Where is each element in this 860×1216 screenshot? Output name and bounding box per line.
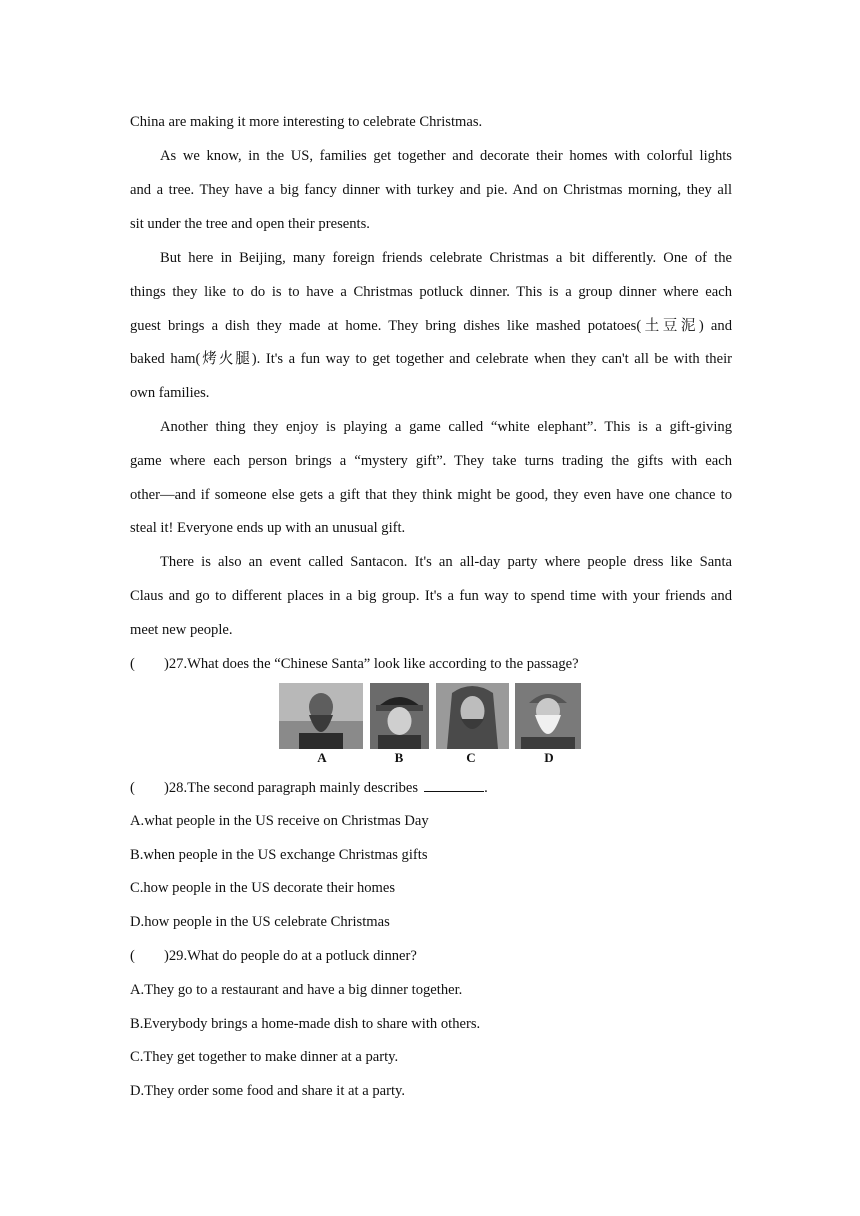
question-28 [130,777,732,798]
option-label-c: C [466,750,476,765]
q28-option-c: C.how people in the US decorate their homes [130,880,396,896]
q28-option-a: A.what people in the US receive on Christmas Day [130,813,429,829]
paragraph-3-line-4: steal it! Everyone ends up with an unusual gift. [130,520,406,536]
question-29 [130,946,732,966]
paragraph-2-line-5: own families. [130,385,210,401]
q28-option-b: B.when people in the US exchange Christmas gifts [130,847,428,863]
question-29-text: )29.What do people do at a potluck dinner? [164,948,417,964]
santa-photo-c [436,683,509,749]
passage-line: China are making it more interesting to celebrate Christmas. [130,114,483,130]
paragraph-1-line-1: As we know, in the US, families get together and decorate their homes with colorful lights [160,148,732,164]
option-label-a: A [317,750,327,765]
paragraph-2-line-4: baked ham(烤火腿). It's a fun way to get together and celebrate when they can't all be with their [130,351,732,367]
fill-in-blank [424,777,484,792]
question-27 [130,654,732,674]
question-27-text: )27.What does the “Chinese Santa” look like according to the passage? [164,656,579,672]
option-label-b: B [394,750,404,765]
option-label-d: D [544,750,554,765]
q28-option-d: D.how people in the US celebrate Christmas [130,914,390,930]
q29-option-c: C.They get together to make dinner at a party. [130,1049,399,1065]
paragraph-1-line-3: sit under the tree and open their presents. [130,216,370,232]
answer-blank-open: ( [130,948,135,964]
answer-blank-open: ( [130,656,135,672]
paragraph-3-line-1: Another thing they enjoy is playing a game called “white elephant”. This is a gift-giving [160,419,732,435]
paragraph-1-line-2: and a tree. They have a big fancy dinner with turkey and pie. And on Christmas morning, they all [130,182,732,198]
paragraph-4-line-1: There is also an event called Santacon. It's an all-day party where people dress like Santa [160,554,732,570]
paragraph-3-line-2: game where each person brings a “mystery gift”. They take turns trading the gifts with each [130,453,732,469]
paragraph-3-line-3: other—and if someone else gets a gift that they think might be good, they even have one chance to [130,487,732,503]
paragraph-2-line-3: guest brings a dish they made at home. They bring dishes like mashed potatoes(土豆泥) and [130,318,732,334]
q29-option-a: A.They go to a restaurant and have a big dinner together. [130,982,463,998]
santa-photo-a [279,683,363,749]
santa-photo-d [515,683,581,749]
question-28-text: )28.The second paragraph mainly describes [164,780,419,796]
q29-option-b: B.Everybody brings a home-made dish to share with others. [130,1016,481,1032]
paragraph-2-line-2: things they like to do is to have a Christmas potluck dinner. This is a group dinner where each [130,284,732,300]
santa-photo-b [370,683,429,749]
paragraph-4-line-3: meet new people. [130,622,233,638]
answer-blank-open: ( [130,780,135,796]
paragraph-2-line-1: But here in Beijing, many foreign friends celebrate Christmas a bit differently. One of the [160,250,732,266]
question-28-end: . [484,780,488,796]
q29-option-d: D.They order some food and share it at a party. [130,1083,406,1099]
paragraph-4-line-2: Claus and go to different places in a big group. It's a fun way to spend time with your friends and [130,588,732,604]
